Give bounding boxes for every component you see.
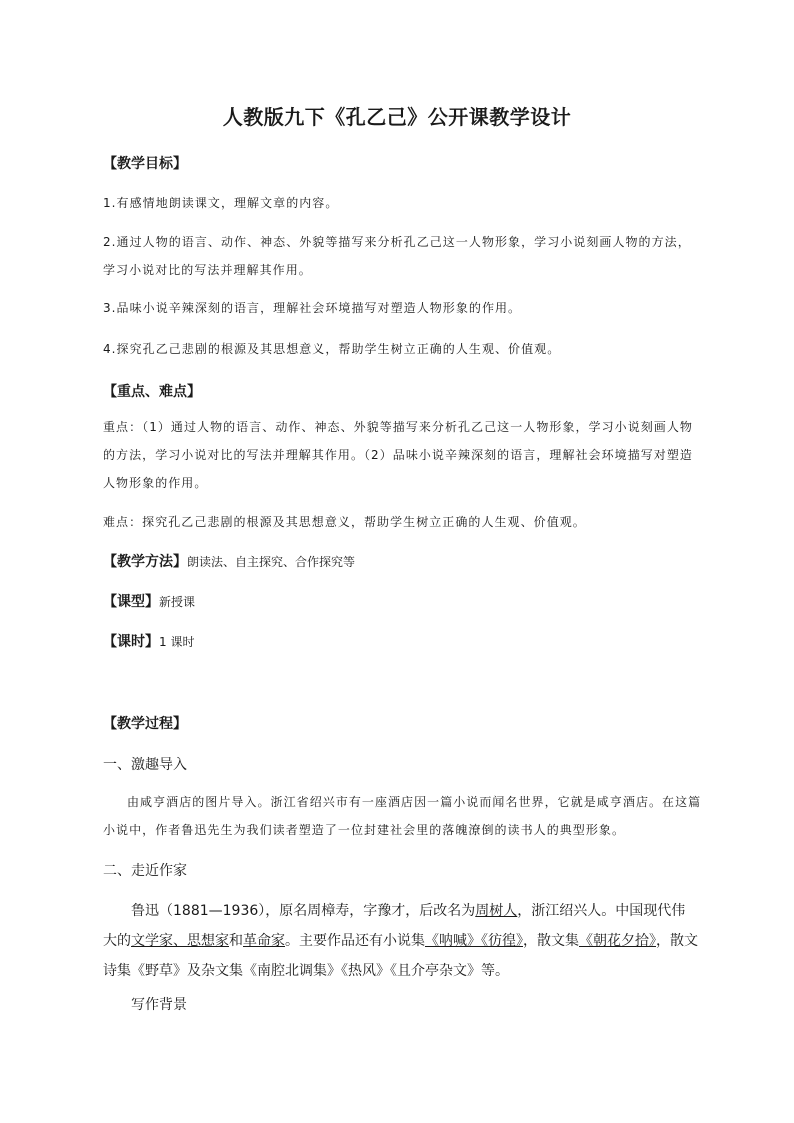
author-intro-text: 鲁迅（1881—1936），原名周樟寿，字豫才，后改名为 (131, 903, 476, 919)
section-1-title: 一、激趣导入 (103, 757, 187, 773)
difficult-points-text: 难点：探究孔乙己悲剧的根源及其思想意义，帮助学生树立正确的人生观、价值观。 (103, 515, 586, 529)
section-1-text: 由咸亨酒店的图片导入。浙江省绍兴市有一座酒店因一篇小说而闻名世界，它就是咸亨酒店。在这篇小说中，作者鲁迅先生为我们读者塑造了一位封建社会里的落魄潦倒的读书人的典型形象。 (103, 795, 702, 837)
objective-item-4: 4.探究孔乙己悲剧的根源及其思想意义，帮助学生树立正确的人生观、价值观。 (103, 342, 561, 356)
key-points-heading: 【重点、难点】 (103, 384, 201, 400)
teaching-method-line (103, 552, 355, 572)
other-works-text: ，散文诗集《野草》及杂文集《南腔北调集》《热风》《且介亭杂文》等。 (103, 933, 698, 979)
lesson-hours-value: 1 课时 (159, 635, 195, 649)
prose-intro-text: ，散文集 (523, 933, 579, 949)
teaching-method-value: 朗读法、自主探究、合作探究等 (187, 555, 356, 569)
author-intro-text-2: ，浙江绍兴人。中国现代伟大的 (103, 903, 686, 949)
section-2-text (103, 896, 699, 986)
key-points-text: 重点：（1）通过人物的语言、动作、神态、外貌等描写来分析孔乙己这一人物形象，学习小说刻画人物的方法，学习小说对比的写法并理解其作用。（2）品味小说辛辣深刻的语言，理解社会环境描写对塑造人物形象的作用。 (103, 420, 693, 490)
process-heading: 【教学过程】 (103, 716, 187, 732)
prose-collection-underlined: 《朝花夕拾》 (579, 933, 656, 949)
objective-item-2: 2.通过人物的语言、动作、神态、外貌等描写来分析孔乙己这一人物形象，学习小说刻画人物的方法，学习小说对比的写法并理解其作用。 (103, 235, 691, 277)
lesson-type-value: 新授课 (159, 595, 196, 609)
writing-background-label: 写作背景 (131, 997, 187, 1013)
objectives-heading: 【教学目标】 (103, 156, 187, 172)
objective-item-3: 3.品味小说辛辣深刻的语言，理解社会环境描写对塑造人物形象的作用。 (103, 301, 522, 315)
lesson-hours-label: 【课时】 (103, 634, 159, 650)
novel-collections-underlined: 《呐喊》《彷徨》 (425, 933, 523, 949)
author-role-revolutionary: 革命家 (243, 933, 285, 949)
objective-item-1: 1.有感情地朗读课文，理解文章的内容。 (103, 196, 339, 210)
lesson-type-line (103, 592, 195, 612)
lesson-hours-line (103, 632, 194, 652)
teaching-method-label: 【教学方法】 (103, 554, 187, 570)
author-roles-underlined: 文学家、思想家 (131, 933, 229, 949)
author-name-underlined: 周树人 (475, 903, 518, 919)
conjunction-text: 和 (229, 933, 243, 949)
lesson-type-label: 【课型】 (103, 594, 159, 610)
works-intro-text: 。主要作品还有小说集 (285, 933, 425, 949)
section-2-title: 二、走近作家 (103, 863, 187, 879)
document-title: 人教版九下《孔乙己》公开课教学设计 (222, 105, 572, 129)
